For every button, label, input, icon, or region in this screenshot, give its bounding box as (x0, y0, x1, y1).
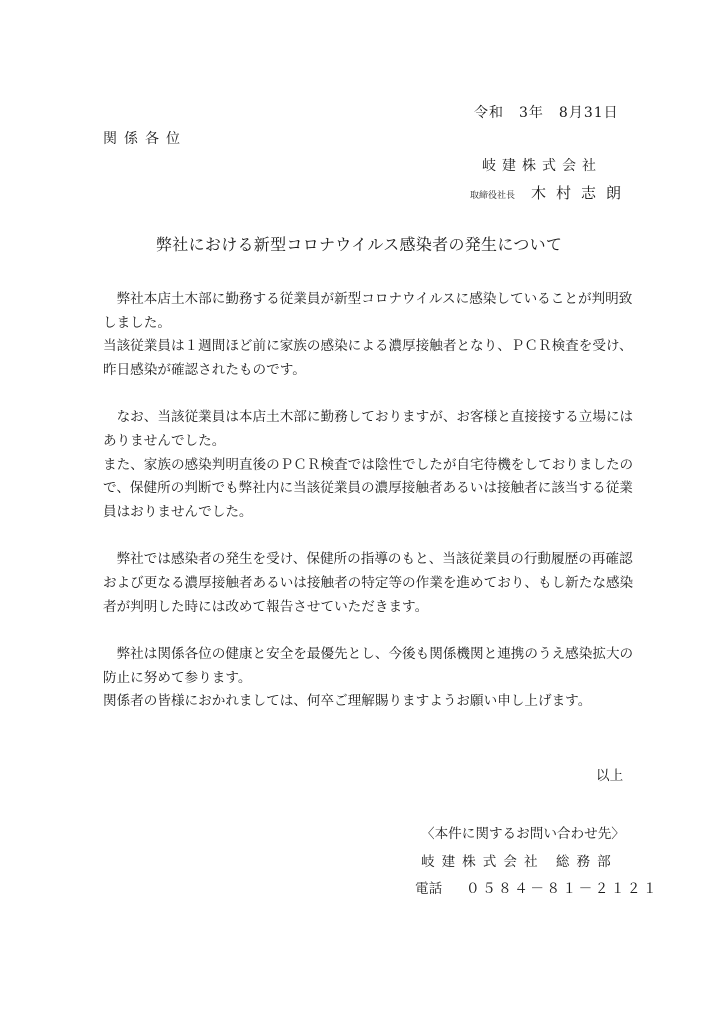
sender-title: 取締役社長 (470, 191, 516, 201)
paragraph-1-line-2: 当該従業員は１週間ほど前に家族の感染による濃厚接触者となり、ＰＣＲ検査を受け、昨日感染が確認されたものです。 (103, 338, 633, 378)
sender-company: 岐建株式会社 (482, 158, 602, 174)
contact-phone-label: 電話 (415, 881, 443, 897)
recipient-line: 関係各位 (103, 131, 187, 147)
sender-name: 木村志朗 (531, 184, 632, 202)
contact-company: 岐建株式会社 総務部 (421, 854, 618, 870)
paragraph-4-line-1: 弊社は関係各位の健康と安全を最優先とし、今後も関係機関と連携のうえ感染拡大の防止に努めて参ります。 (103, 646, 634, 686)
contact-heading: 〈本件に関するお問い合わせ先〉 (421, 826, 625, 842)
closing-mark: 以上 (596, 768, 624, 784)
paragraph-4-line-2: 関係者の皆様におかれましては、何卒ご理解賜りますようお願い申し上げます。 (103, 693, 592, 710)
paragraph-3: 弊社では感染者の発生を受け、保健所の指導のもと、当該従業員の行動履歴の再確認および更なる濃厚接触者あるいは接触者の特定等の作業を進めており、もし新たな感染者が判明した時には改めて報告させていただきます。 (103, 551, 634, 615)
document-date: 令和 3年 8月31日 (474, 105, 619, 121)
document-body (103, 288, 643, 714)
paragraph-1-line-1: 弊社本店土木部に勤務する従業員が新型コロナウイルスに感染していることが判明致しました。 (103, 291, 633, 331)
paragraph-2-line-1: なお、当該従業員は本店土木部に勤務しておりますが、お客様と直接接する立場にはありませんでした。 (103, 409, 634, 449)
document-title: 弊社における新型コロナウイルス感染者の発生について (156, 235, 563, 254)
contact-phone: ０５８４－８１－２１２１ (466, 881, 660, 897)
paragraph-2-line-2: また、家族の感染判明直後のＰＣＲ検査では陰性でしたが自宅待機をしておりましたので、保健所の判断でも弊社内に当該従業員の濃厚接触者あるいは接触者に該当する従業員はおりませんでした。 (103, 456, 634, 520)
